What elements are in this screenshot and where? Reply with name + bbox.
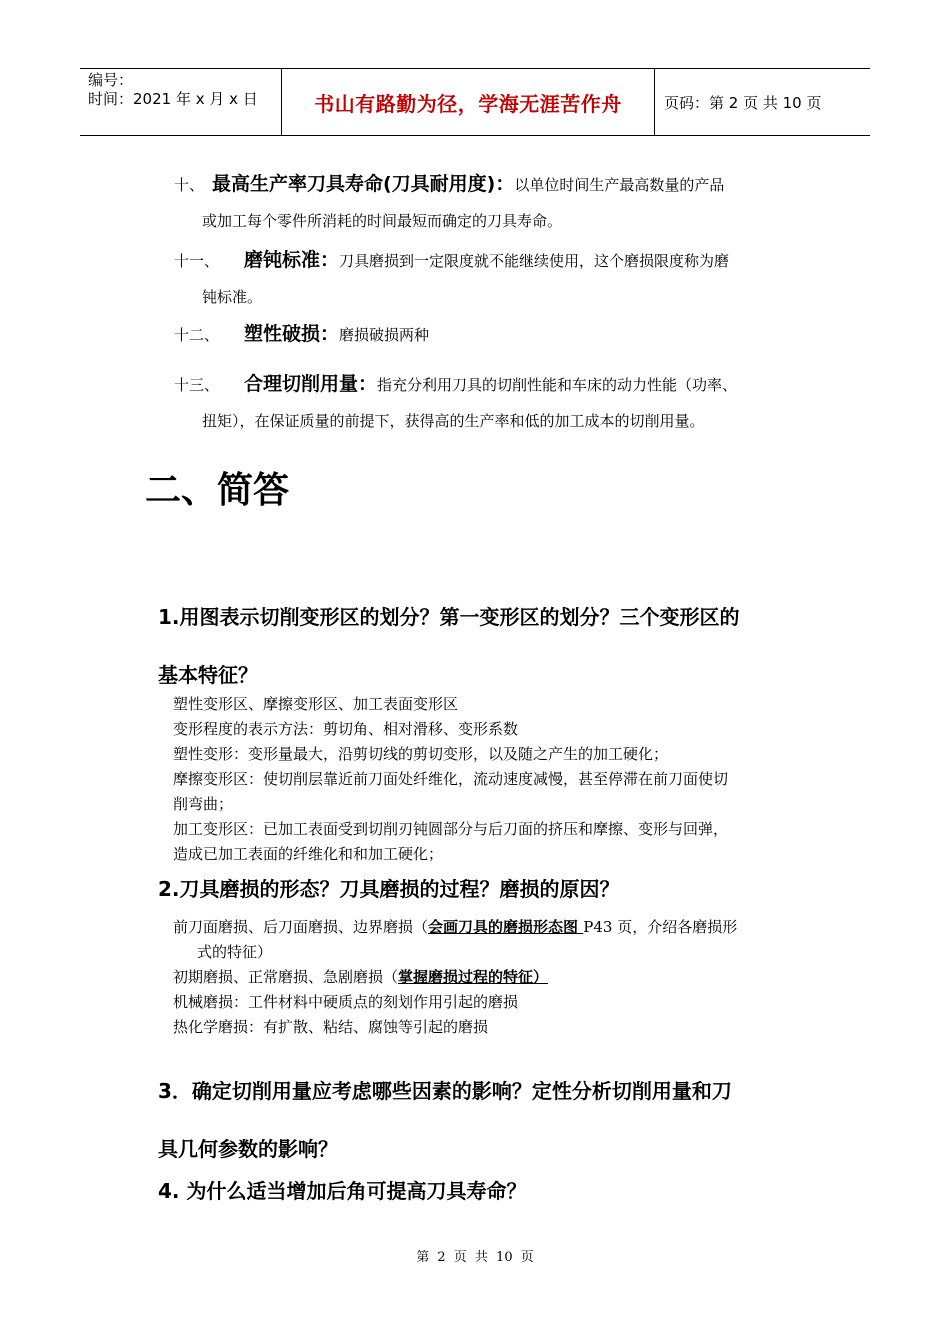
header-number-label: 编号： bbox=[88, 71, 134, 89]
answer-text: 初期磨损、正常磨损、急剧磨损（ bbox=[173, 968, 399, 986]
answer-line: 摩擦变形区：使切削层靠近前刀面处纤维化，流动速度减慢，甚至停滞在前刀面使切 bbox=[173, 770, 729, 788]
definition-item-12 bbox=[174, 316, 814, 353]
underlined-note: 会画刀具的磨损形态图 bbox=[428, 918, 584, 936]
definition-number: 十二、 bbox=[174, 326, 220, 344]
definition-number: 十三、 bbox=[174, 376, 220, 394]
header-motto: 书山有路勤为径，学海无涯苦作舟 bbox=[314, 92, 622, 116]
definition-term: 塑性破损： bbox=[244, 323, 340, 345]
definition-text: 磨损破损两种 bbox=[339, 326, 430, 344]
answer-text: P43 页，介绍各磨损形 bbox=[583, 918, 738, 936]
definition-text: 指充分利用刀具的切削性能和车床的动力性能（功率、 bbox=[377, 376, 738, 394]
answer-line: 削弯曲； bbox=[173, 795, 234, 813]
answer-2 bbox=[173, 915, 813, 1040]
definition-item-13 bbox=[174, 366, 814, 439]
definition-term: 最高生产率刀具寿命(刀具耐用度)： bbox=[212, 173, 515, 195]
definition-number: 十一、 bbox=[174, 252, 220, 270]
answer-line-continued: 式的特征） bbox=[197, 943, 273, 961]
question-2: 2.刀具磨损的形态？刀具磨损的过程？磨损的原因？ bbox=[158, 877, 620, 901]
underlined-note: 掌握磨损过程的特征） bbox=[398, 968, 549, 986]
question-4: 4. 为什么适当增加后角可提高刀具寿命？ bbox=[158, 1179, 527, 1203]
answer-line: 加工变形区：已加工表面受到切削刃钝圆部分与后刀面的挤压和摩擦、变形与回弹， bbox=[173, 820, 729, 838]
header-bottom-rule bbox=[80, 135, 870, 136]
answer-line: 塑性变形：变形量最大，沿剪切线的剪切变形，以及随之产生的加工硬化； bbox=[173, 745, 669, 763]
header-divider-right bbox=[654, 68, 655, 136]
answer-1 bbox=[173, 692, 813, 867]
answer-line: 塑性变形区、摩擦变形区、加工表面变形区 bbox=[173, 695, 459, 713]
section-title: 二、简答 bbox=[145, 470, 290, 511]
page-footer: 第 2 页 共 10 页 bbox=[416, 1250, 534, 1265]
definition-text: 以单位时间生产最高数量的产品 bbox=[514, 176, 725, 194]
header-page-label: 页码：第 2 页 共 10 页 bbox=[664, 94, 822, 112]
answer-text: 前刀面磨损、后刀面磨损、边界磨损（ bbox=[173, 918, 429, 936]
question-3 bbox=[158, 1064, 818, 1176]
question-3-line-1: 3．确定切削用量应考虑哪些因素的影响？定性分析切削用量和刀 bbox=[158, 1079, 732, 1103]
answer-line bbox=[173, 965, 813, 990]
definition-text-continued: 钝标准。 bbox=[202, 288, 263, 306]
answer-line: 机械磨损：工件材料中硬质点的刻划作用引起的磨损 bbox=[173, 993, 519, 1011]
answer-line: 热化学磨损：有扩散、粘结、腐蚀等引起的磨损 bbox=[173, 1018, 489, 1036]
definition-text-continued: 或加工每个零件所消耗的时间最短而确定的刀具寿命。 bbox=[202, 212, 563, 230]
answer-line: 变形程度的表示方法：剪切角、相对滑移、变形系数 bbox=[173, 720, 519, 738]
header-top-rule bbox=[80, 68, 870, 69]
header-time-label: 时间：2021 年 x 月 x 日 bbox=[88, 90, 258, 108]
answer-line bbox=[173, 915, 813, 940]
question-3-line-2: 具几何参数的影响？ bbox=[158, 1137, 338, 1161]
definition-item-11 bbox=[174, 242, 814, 315]
question-1-line-1: 1.用图表示切削变形区的划分？第一变形区的划分？三个变形区的 bbox=[158, 605, 740, 629]
definition-text: 刀具磨损到一定限度就不能继续使用，这个磨损限度称为磨 bbox=[339, 252, 730, 270]
definition-text-continued: 扭矩），在保证质量的前提下，获得高的生产率和低的加工成本的切削用量。 bbox=[202, 412, 705, 430]
question-1-line-2: 基本特征？ bbox=[158, 663, 258, 687]
question-1 bbox=[158, 590, 818, 702]
definition-term: 磨钝标准： bbox=[244, 249, 340, 271]
definition-number: 十、 bbox=[174, 176, 205, 194]
definition-item-10 bbox=[174, 166, 814, 239]
answer-line: 造成已加工表面的纤维化和和加工硬化； bbox=[173, 845, 444, 863]
definition-term: 合理切削用量： bbox=[244, 373, 378, 395]
